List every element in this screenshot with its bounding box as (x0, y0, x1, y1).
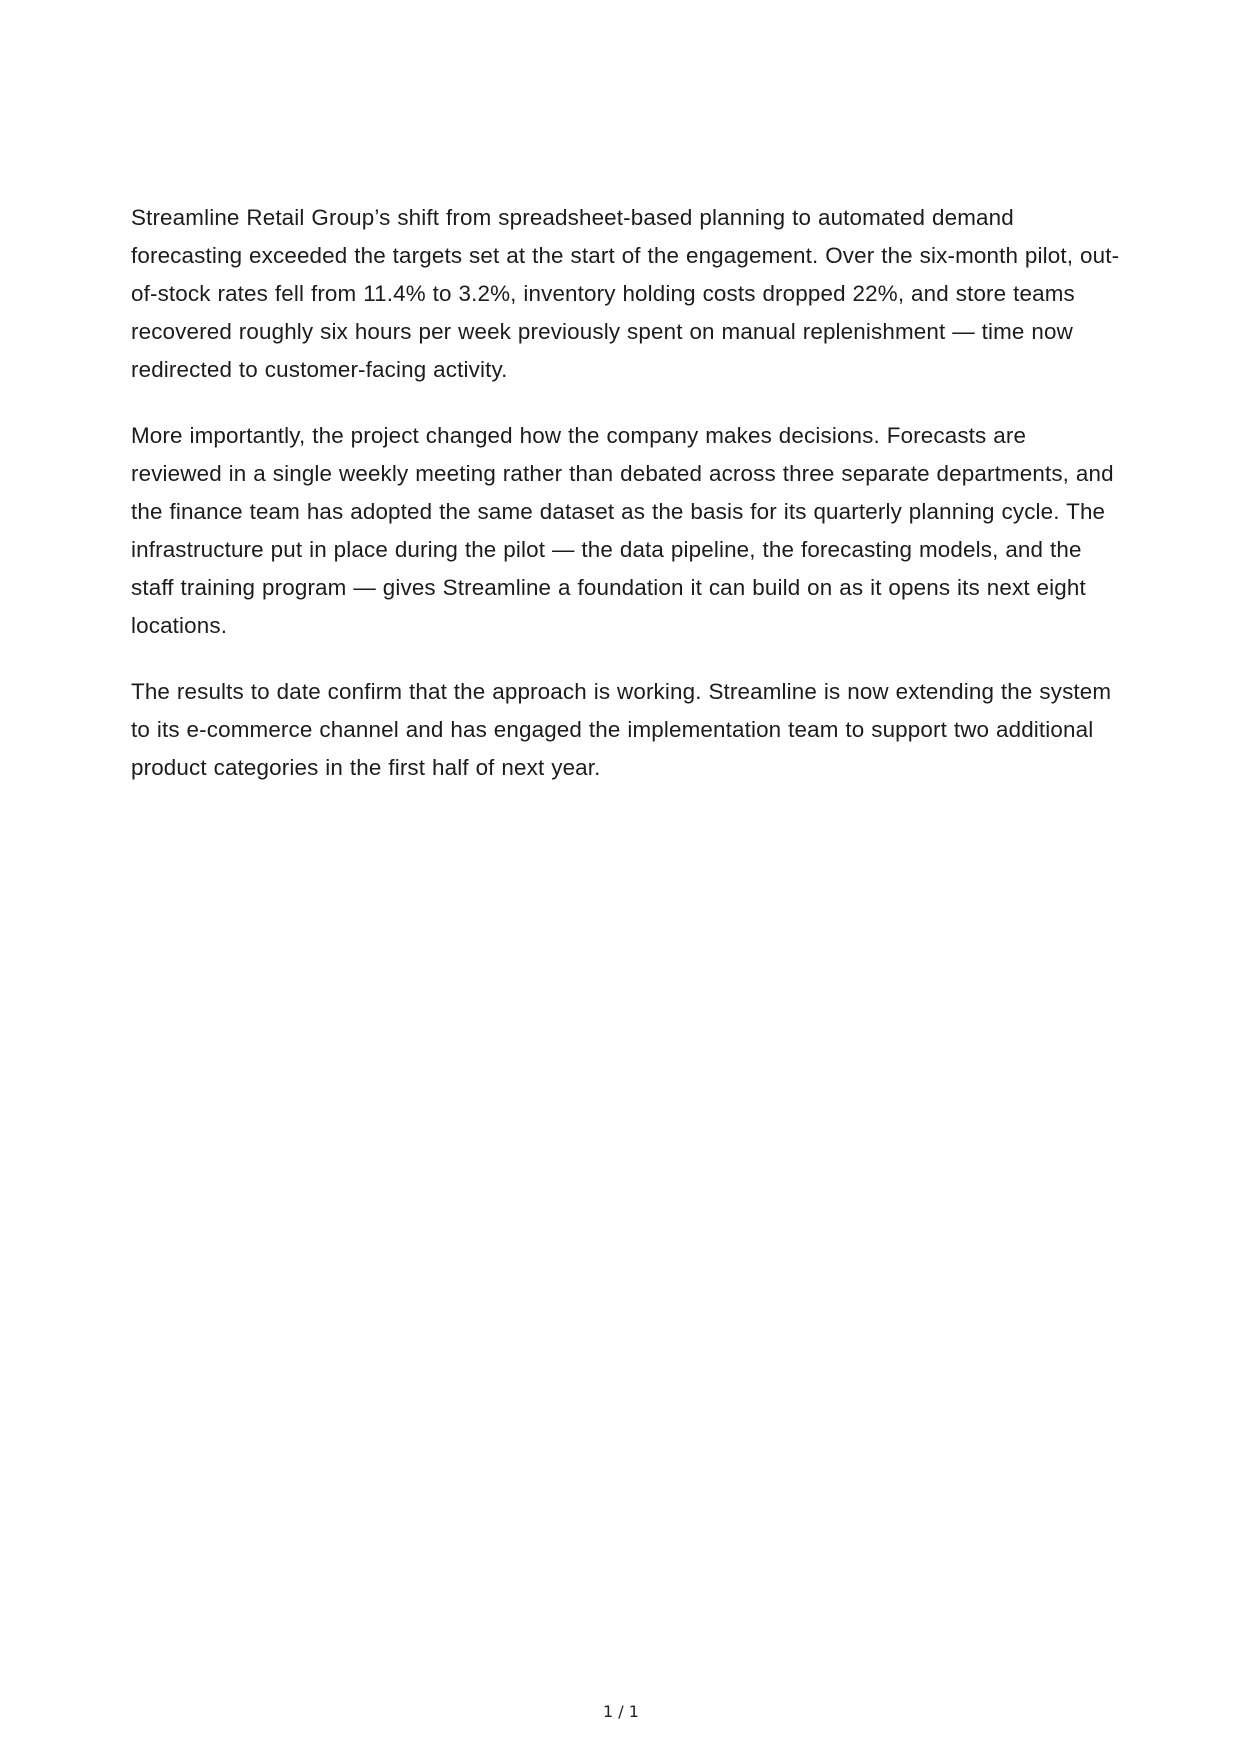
paragraph-2: More importantly, the project changed how the company makes decisions. Forecasts are reviewed in a single weekly meeting rather than debated across three separate departments, and the finance team has adopted the same dataset as the basis for its quarterly planning cycle. The infrastructure put in place during the pilot — the data pipeline, the forecasting models, and the staff training program — gives Streamline a foundation it can build on as it opens its next eight locations. (131, 423, 1114, 638)
paragraph-3: The results to date confirm that the approach is working. Streamline is now extending the system to its e-commerce channel and has engaged the implementation team to support two additional product categories in the first half of next year. (131, 679, 1112, 780)
page-number: 1 / 1 (603, 1702, 639, 1721)
document-body (131, 199, 1121, 815)
paragraph-1: Streamline Retail Group’s shift from spreadsheet-based planning to automated demand forecasting exceeded the targets set at the start of the engagement. Over the six-month pilot, out-of-stock rates fell from 11.4% to 3.2%, inventory holding costs dropped 22%, and store teams recovered roughly six hours per week previously spent on manual replenishment — time now redirected to customer-facing activity. (131, 205, 1120, 382)
